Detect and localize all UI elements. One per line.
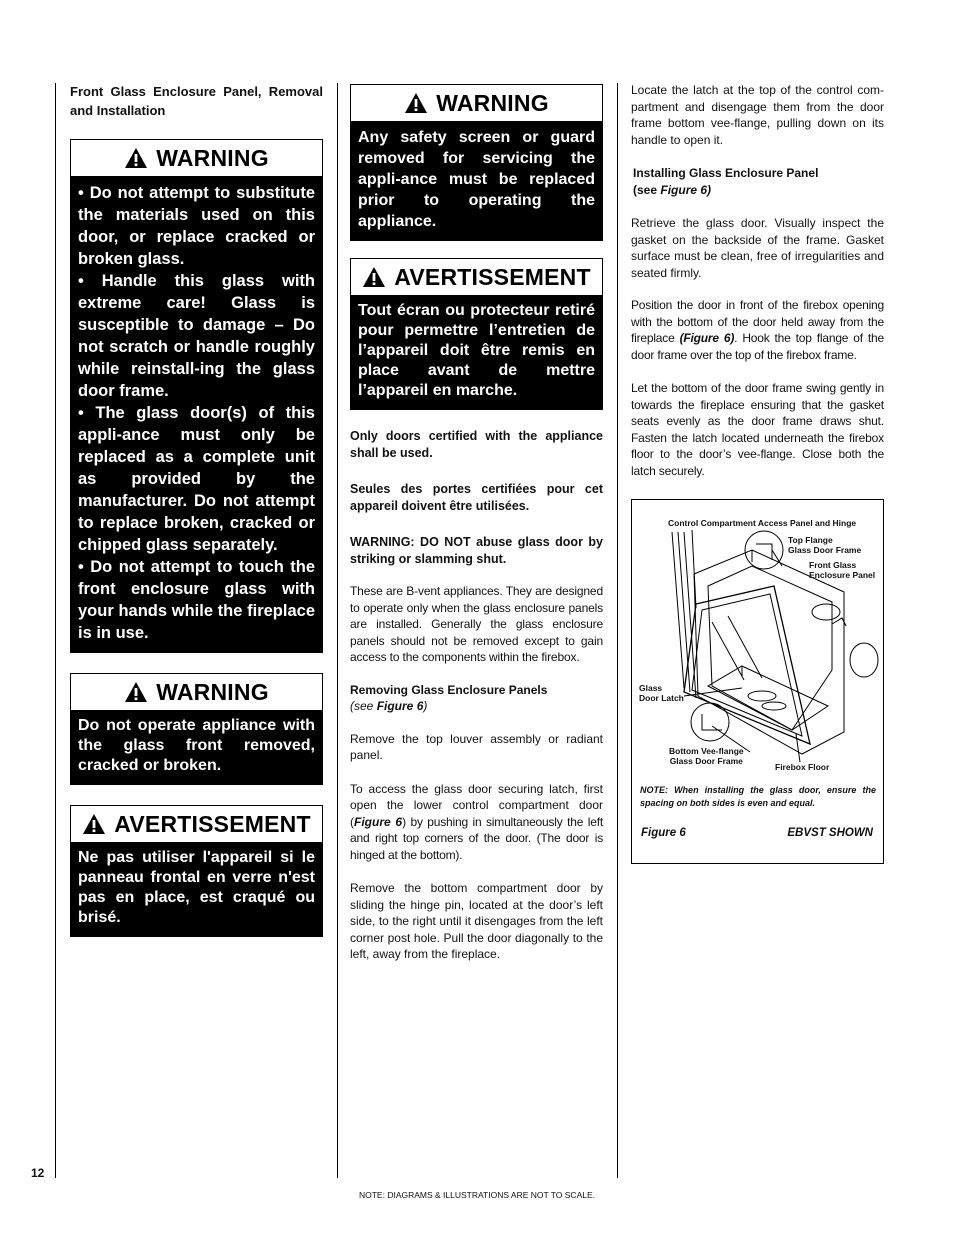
- column-divider-1: [337, 83, 338, 1178]
- access-latch-paragraph: [350, 781, 603, 864]
- warning-triangle-icon: [404, 92, 428, 114]
- warning-body: [71, 176, 322, 652]
- left-margin-rule: [55, 83, 56, 1178]
- removing-fig-ref: Figure 6: [376, 699, 424, 713]
- avertissement-text: Tout écran ou protecteur retiré pour permettre l’entretien de l’appareil doit être remis en place avant de mettre l’appareil en marche.: [358, 302, 595, 399]
- column-2: [350, 84, 603, 963]
- label-bottom-vee-flange: Bottom Vee-flange Glass Door Frame: [669, 746, 744, 766]
- removing-title: Removing Glass Enclosure Panels: [350, 682, 548, 697]
- remove-louver-paragraph: Remove the top louver assembly or radiant panel.: [350, 731, 603, 762]
- avertissement-box-safety-screen: [350, 258, 603, 410]
- removing-see: (see: [350, 699, 374, 713]
- position-text-b: . Hook the top flange of the door frame over the top of the firebox frame.: [631, 331, 884, 362]
- removing-heading: [350, 682, 603, 715]
- avertissement-title: AVERTISSEMENT: [114, 810, 311, 837]
- installing-heading: [631, 165, 884, 198]
- footer-note: NOTE: DIAGRAMS & ILLUSTRATIONS ARE NOT TO SCALE.: [358, 1190, 595, 1200]
- figure-caption-right: EBVST SHOWN: [787, 827, 873, 839]
- swing-door-paragraph: Let the bottom of the door frame swing gently in towards the fireplace ensuring that the gasket seats evenly as the door frame draws shut. Fasten the latch located underneath the firebox floor to the door’s vee-flange. Close both the latch securely.: [631, 381, 884, 478]
- warning-title: WARNING: [436, 89, 549, 116]
- warning-body: [351, 121, 602, 240]
- label-front-glass: Front Glass Enclosure Panel: [809, 560, 876, 580]
- label-glass-door-latch: Glass Door Latch: [639, 683, 684, 703]
- page-number: 12: [31, 1166, 45, 1180]
- avertissement-body: [71, 842, 322, 936]
- avertissement-body: [351, 295, 602, 409]
- b-vent-paragraph: These are B-vent appliances. They are designed to operate only when the glass enclosure panels are installed. Generally the glass enclosure panels should not be removed except to gain access to the components within the firebox.: [350, 584, 603, 664]
- warning-triangle-icon: [124, 681, 148, 703]
- warning-box-safety-screen: [350, 84, 603, 241]
- certified-doors-note-fr: Seules des portes certifiées pour cet appareil doivent être utilisées.: [350, 482, 603, 513]
- avertissement-header: [71, 806, 322, 842]
- position-door-paragraph: [631, 297, 884, 363]
- warning-triangle-icon: [82, 813, 106, 835]
- warning-title: WARNING: [156, 678, 269, 705]
- figure-6-box: [631, 499, 884, 864]
- warning-box-glass-front: [70, 673, 323, 785]
- column-1: [70, 82, 323, 937]
- avertissement-text: Ne pas utiliser l'appareil si le panneau frontal en verre n'est pas en place, est craqué ou brisé.: [78, 849, 315, 926]
- warning-bullet: • Handle this glass with extreme care! Glass is susceptible to damage – Do not scratch or handle roughly while reinstall-ing the glass door frame.: [78, 272, 315, 400]
- remove-bottom-door-paragraph: Remove the bottom compartment door by sliding the hinge pin, located at the door’s left side, to the right until it disengages from the left corner post hole. Pull the door diagonally to the left, away from the fireplace.: [350, 881, 603, 961]
- label-firebox-floor: Firebox Floor: [775, 762, 830, 772]
- abuse-warning: WARNING: DO NOT abuse glass door by striking or slamming shut.: [350, 535, 603, 566]
- access-latch-fig-ref: Figure 6: [354, 814, 403, 829]
- position-text-a: Position the door in front of the firebox opening with the bottom of the door held away from the fireplace: [631, 298, 884, 345]
- label-control-compartment: Control Compartment Access Panel and Hinge: [668, 518, 857, 528]
- removing-close: ): [423, 699, 428, 713]
- warning-header: [71, 140, 322, 176]
- warning-bullet: • The glass door(s) of this appli-ance must only be replaced as a complete unit as provided by the manufacturer. Do not attempt to replace broken, cracked or chipped glass separately.: [78, 404, 315, 554]
- warning-bullet: • Do not attempt to touch the front enclosure glass with your hands while the fireplace is in use.: [78, 558, 315, 642]
- access-latch-text-b: ) by pushing in simultaneously the left and right top corners of the door. (The door is hinged at the bottom).: [350, 814, 603, 862]
- warning-body: [71, 710, 322, 784]
- figure-note: NOTE: When installing the glass door, ensure the spacing on both sides is even and equal.: [640, 785, 876, 808]
- avertissement-title: AVERTISSEMENT: [394, 263, 591, 290]
- label-top-flange: Top Flange Glass Door Frame: [788, 535, 862, 555]
- certified-doors-note: Only doors certified with the appliance shall be used.: [350, 429, 603, 460]
- figure-caption-left: Figure 6: [641, 827, 686, 839]
- installing-title: Installing Glass Enclosure Panel: [633, 166, 819, 180]
- locate-latch-paragraph: Locate the latch at the top of the control com-partment and disengage them from the door frame bottom vee-flange, pulling down on its handle to open it.: [631, 83, 884, 147]
- warning-text: Do not operate appliance with the glass front removed, cracked or broken.: [78, 717, 315, 774]
- avertissement-box-glass-front: [70, 805, 323, 937]
- warning-header: [351, 85, 602, 121]
- warning-triangle-icon: [124, 147, 148, 169]
- warning-title: WARNING: [156, 144, 269, 171]
- position-fig-ref: (Figure 6): [679, 331, 735, 345]
- warning-box-substitute: [70, 139, 323, 653]
- warning-triangle-icon: [362, 266, 386, 288]
- warning-bullet: • Do not attempt to substitute the materials used on this door, or replace cracked or broken glass.: [78, 184, 315, 268]
- column-divider-2: [617, 83, 618, 1178]
- column-3: [631, 82, 884, 479]
- installing-fig-ref: Figure 6): [660, 182, 712, 197]
- warning-header: [71, 674, 322, 710]
- section-title: Front Glass Enclosure Panel, Removal and Installation: [70, 84, 323, 118]
- avertissement-header: [351, 259, 602, 295]
- warning-text: Any safety screen or guard removed for servicing the appli-ance must be replaced prior to operating the appliance.: [358, 129, 595, 230]
- access-latch-text-a: To access the glass door securing latch, first open the lower control compartment door (: [350, 781, 603, 829]
- installing-see: (see: [633, 182, 658, 197]
- retrieve-door-paragraph: Retrieve the glass door. Visually inspect the gasket on the backside of the frame. Gasket surface must be clean, free of irregularities and seated firmly.: [631, 216, 884, 280]
